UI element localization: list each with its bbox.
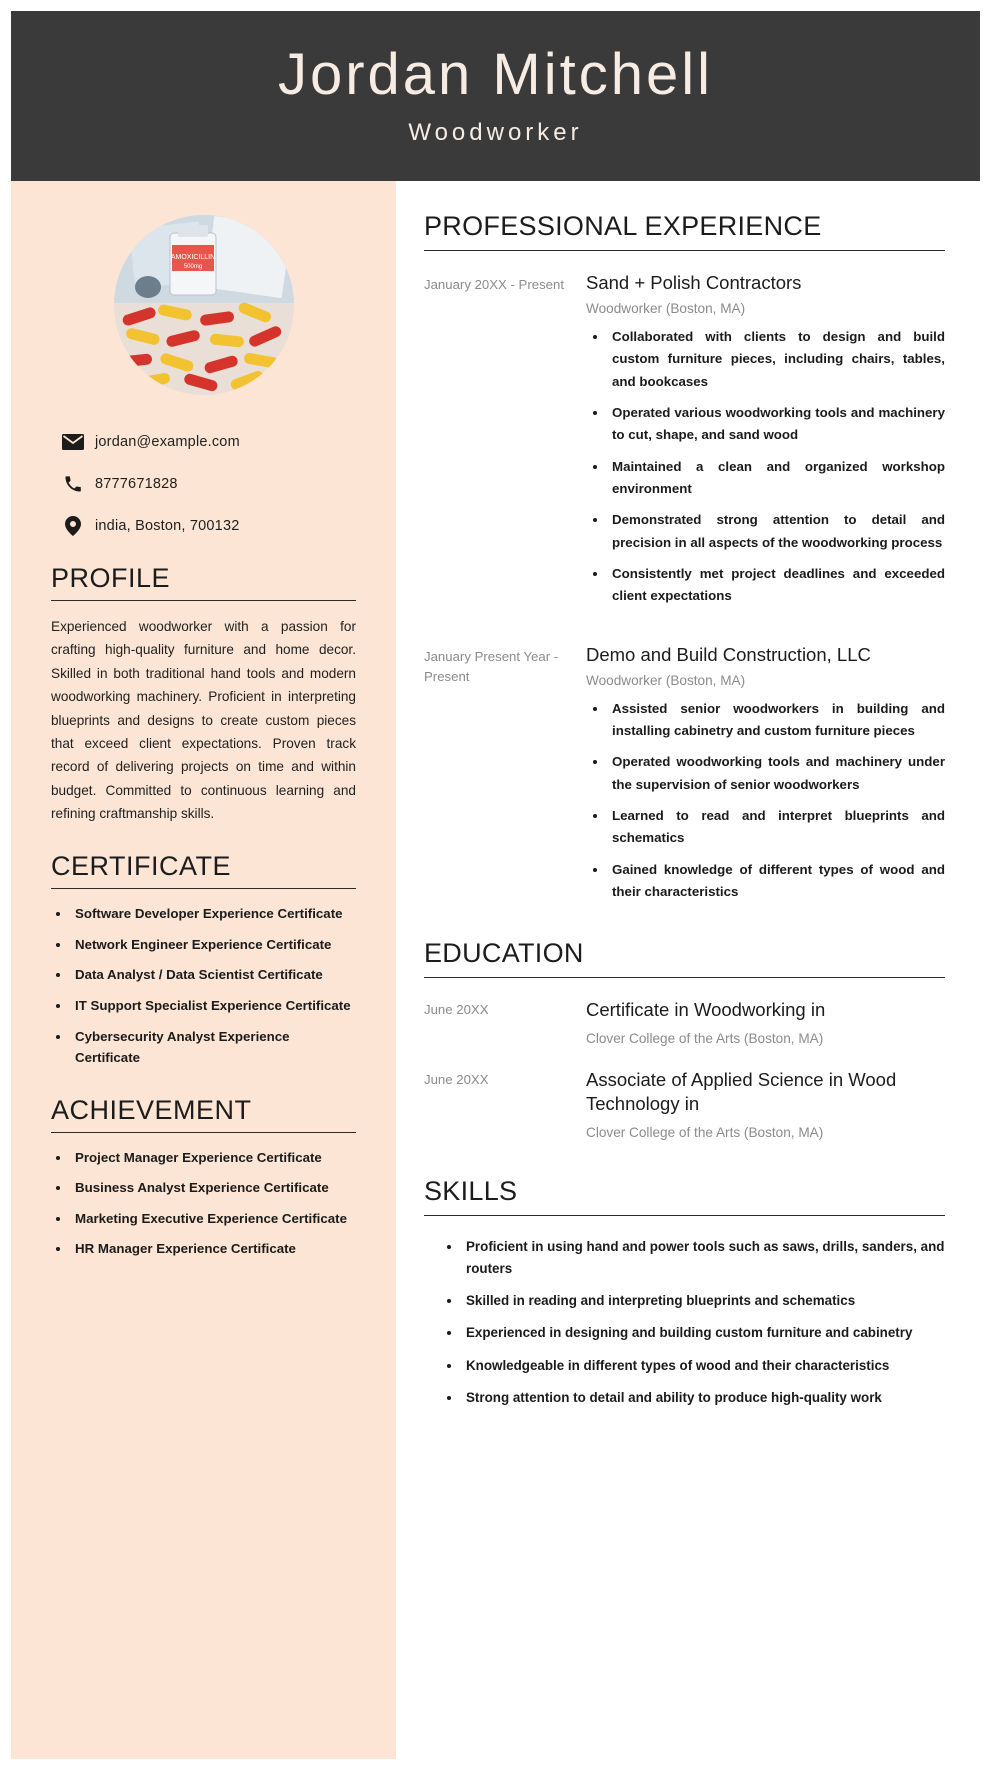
education-degree: Associate of Applied Science in Wood Technology in: [586, 1068, 897, 1115]
list-item: • Software Developer Experience Certificate: [71, 903, 356, 925]
education-degree: Certificate in Woodworking in: [586, 999, 826, 1021]
list-item: • Consistently met project deadlines and exceeded client expectations: [608, 563, 945, 608]
list-item: • Gained knowledge of different types of wood and their characteristics: [608, 859, 945, 904]
skills-heading: SKILLS: [424, 1175, 518, 1206]
list-item: • Cybersecurity Analyst Experience Certificate: [71, 1026, 356, 1069]
page-title: Jordan Mitchell: [277, 41, 714, 107]
list-item: • Collaborated with clients to design and build custom furniture pieces, including chairs, tables, and bookcases: [608, 326, 945, 393]
list-item: • Data Analyst / Data Scientist Certificate: [71, 964, 356, 986]
avatar: [114, 215, 294, 395]
contact-address-value: india, Boston, 700132: [95, 518, 240, 534]
section-spacer: [424, 1162, 945, 1176]
contact-phone-value: 8777671828: [95, 476, 178, 492]
education-body: [586, 1068, 945, 1140]
profile-photo-illustration: [114, 215, 294, 395]
skills-list: [424, 1236, 945, 1410]
list-item: • Project Manager Experience Certificate: [71, 1147, 356, 1169]
experience-date: January Present Year - Present: [424, 648, 559, 685]
list-item: • Learned to read and interpret blueprints and schematics: [608, 805, 945, 850]
list-item: • Experienced in designing and building custom furniture and cabinetry: [462, 1322, 945, 1344]
experience-body: [586, 271, 945, 617]
list-item: • HR Manager Experience Certificate: [71, 1238, 356, 1260]
achievement-list: [51, 1147, 356, 1260]
list-item: • Maintained a clean and organized workshop environment: [608, 456, 945, 501]
location-pin-icon: [51, 516, 95, 536]
list-item: • Knowledgeable in different types of wood and their characteristics: [462, 1355, 945, 1377]
profile-heading: PROFILE: [51, 563, 171, 593]
experience-heading: PROFESSIONAL EXPERIENCE: [424, 211, 822, 241]
education-school: Clover College of the Arts (Boston, MA): [586, 1030, 824, 1046]
experience-divider: [424, 250, 945, 251]
list-item: • Business Analyst Experience Certificate: [71, 1177, 356, 1199]
experience-role: Woodworker (Boston, MA): [586, 301, 746, 317]
resume-header: [11, 11, 980, 181]
education-entry: [424, 998, 945, 1045]
experience-bullets: [586, 326, 945, 608]
education-entry: [424, 1068, 945, 1140]
contact-list: [51, 431, 356, 537]
list-item: • Strong attention to detail and ability to produce high-quality work: [462, 1387, 945, 1409]
list-item: • Proficient in using hand and power tools such as saws, drills, sanders, and routers: [462, 1236, 945, 1281]
avatar-wrap: [51, 215, 356, 395]
achievement-divider: [51, 1132, 356, 1133]
education-date: June 20XX: [424, 1002, 489, 1018]
list-item: • Skilled in reading and interpreting blueprints and schematics: [462, 1290, 945, 1312]
certificate-list: [51, 903, 356, 1068]
list-item: • Demonstrated strong attention to detail and precision in all aspects of the woodworking process: [608, 509, 945, 554]
svg-text:500mg: 500mg: [183, 264, 202, 270]
experience-entry: [424, 271, 945, 617]
list-item: • IT Support Specialist Experience Certificate: [71, 995, 356, 1017]
experience-role: Woodworker (Boston, MA): [586, 672, 746, 688]
list-item: • Marketing Executive Experience Certificate: [71, 1208, 356, 1230]
contact-email[interactable]: [51, 431, 356, 453]
sidebar: [11, 181, 396, 1759]
experience-body: [586, 643, 945, 913]
phone-icon: [51, 475, 95, 493]
education-school: Clover College of the Arts (Boston, MA): [586, 1124, 824, 1140]
education-heading: EDUCATION: [424, 938, 584, 969]
envelope-icon: [51, 434, 95, 450]
skills-block: [424, 1236, 945, 1410]
education-body: [586, 998, 945, 1045]
experience-bullets: [586, 698, 945, 904]
job-title: Woodworker: [408, 119, 583, 147]
experience-organization: Sand + Polish Contractors: [586, 272, 802, 293]
contact-email-value: jordan@example.com: [95, 434, 240, 450]
list-item: • Network Engineer Experience Certificate: [71, 934, 356, 956]
education-divider: [424, 977, 945, 978]
contact-phone[interactable]: [51, 473, 356, 495]
profile-text: Experienced woodworker with a passion for crafting high-quality furniture and home decor. Skilled in both traditional hand tools and modern woodworking machinery. Proficient in interpreting blueprints and designs to create custom pieces that exceed client expectations. Proven track record of delivering projects on time and within budget. Committed to continuous learning and refining craftmanship skills.: [51, 619, 356, 821]
achievement-heading: ACHIEVEMENT: [51, 1094, 252, 1125]
contact-address[interactable]: [51, 515, 356, 537]
experience-date: January 20XX - Present: [424, 277, 565, 292]
certificate-heading: CERTIFICATE: [51, 851, 232, 882]
certificate-divider: [51, 888, 356, 889]
main-content: [396, 181, 980, 1459]
experience-organization: Demo and Build Construction, LLC: [586, 643, 871, 665]
list-item: • Operated woodworking tools and machinery under the supervision of senior woodworkers: [608, 751, 945, 796]
svg-text:AMOXICILLIN: AMOXICILLIN: [170, 254, 215, 261]
list-item: • Assisted senior woodworkers in building and installing cabinetry and custom furniture pieces: [608, 698, 945, 743]
experience-entry: [424, 643, 945, 913]
profile-divider: [51, 600, 356, 601]
education-date: June 20XX: [424, 1071, 489, 1087]
list-item: • Operated various woodworking tools and machinery to cut, shape, and sand wood: [608, 402, 945, 447]
skills-divider: [424, 1215, 945, 1216]
